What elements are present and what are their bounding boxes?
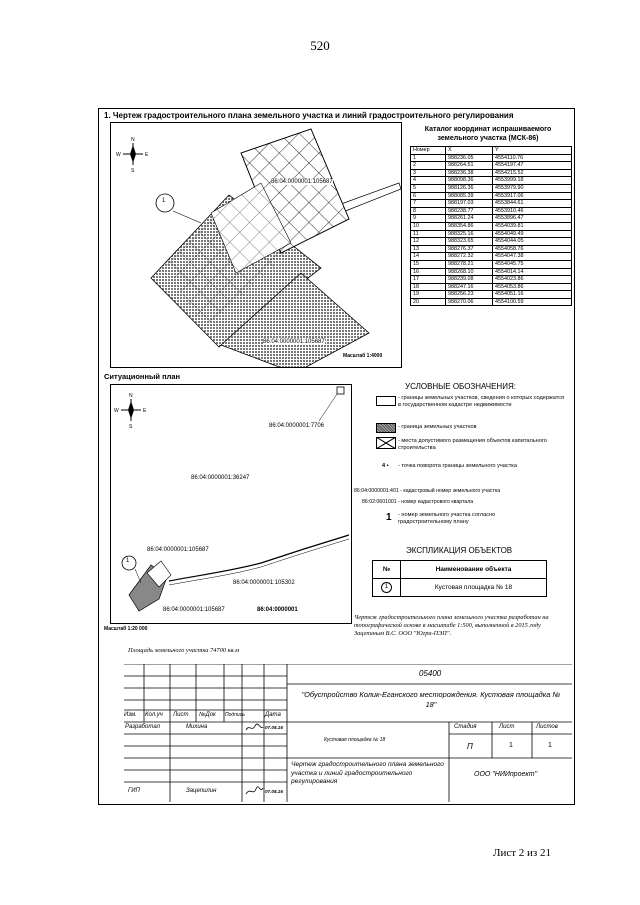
coordinates-row xyxy=(411,192,572,200)
coordinates-row xyxy=(411,291,572,299)
coordinates-row xyxy=(411,245,572,253)
coordinates-cell: 4553910.46 xyxy=(493,207,572,215)
coordinates-cell: 4554014.14 xyxy=(493,268,572,276)
svg-text:E: E xyxy=(145,152,149,158)
coordinates-table xyxy=(410,146,572,306)
explication-row-num xyxy=(373,579,401,597)
coordinates-cell: 16 xyxy=(411,268,446,276)
plot-marker: 1 xyxy=(162,198,166,204)
stamp-gip-label: ГИП xyxy=(128,788,140,794)
catalog-title: Каталог координат испрашиваемого земельного участка (МСК-86) xyxy=(424,126,552,142)
coordinates-cell: 4553917.06 xyxy=(493,192,572,200)
legend-item-1: - границы земельных участков, сведения о которых содержатся в государственном кадастре недвижимости xyxy=(398,395,565,408)
label-7706: 86:04:0000001:7706 xyxy=(269,423,325,429)
coordinates-row xyxy=(411,253,572,261)
svg-text:E: E xyxy=(143,408,147,414)
explication-num-circle: 1 xyxy=(381,582,392,593)
stamp-col-izm: Изм. xyxy=(124,712,137,718)
stamp-col-list: Лист xyxy=(173,712,189,718)
situation-plan xyxy=(110,384,352,624)
coordinates-cell: 13 xyxy=(411,245,446,253)
coordinates-cell: 10 xyxy=(411,222,446,230)
label-36247: 86:04:0000001:36247 xyxy=(191,475,250,481)
legend-item-3: - места допустимого размещения объектов капитального строительства xyxy=(398,438,547,451)
coordinates-row xyxy=(411,283,572,291)
coordinates-cell: 988085.39 xyxy=(446,192,493,200)
legend-swatch-plot xyxy=(376,423,396,433)
coordinates-cell: 988354.86 xyxy=(446,222,493,230)
legend-symbol-number: 1 xyxy=(386,512,392,523)
coordinates-cell: 988098.36 xyxy=(446,177,493,185)
svg-text:N: N xyxy=(129,393,133,399)
svg-text:N: N xyxy=(131,137,135,143)
coordinates-cell: 11 xyxy=(411,230,446,238)
coordinates-cell: 988261.24 xyxy=(446,215,493,223)
coordinates-cell: 4554049.49 xyxy=(493,230,572,238)
label-105302: 86:04:0000001:105302 xyxy=(233,580,295,586)
plot-area: Площадь земельного участка 74700 кв.м xyxy=(128,647,240,654)
coordinates-cell: 988272.32 xyxy=(446,253,493,261)
coordinates-row xyxy=(411,222,572,230)
north-arrow-icon xyxy=(114,393,147,430)
coordinates-header-cell: Y xyxy=(493,147,572,155)
cadastral-label-bottom: 86:04:0000001:105687 xyxy=(263,339,325,345)
coordinates-row xyxy=(411,298,572,306)
stamp-gip-date: 07.08.16 xyxy=(265,789,283,794)
situation-marker: 1 xyxy=(126,558,130,564)
coordinates-cell: 4554100.59 xyxy=(493,298,572,306)
coordinates-cell: 988323.65 xyxy=(446,238,493,246)
coordinates-cell: 4554039.81 xyxy=(493,222,572,230)
title-block xyxy=(124,664,572,802)
coordinates-row xyxy=(411,169,572,177)
coordinates-row xyxy=(411,162,572,170)
coordinates-cell: 4554110.76 xyxy=(493,154,572,162)
stamp-sheet-label: Лист xyxy=(499,724,515,730)
marker-leader xyxy=(173,211,201,223)
coordinates-cell: 4554053.86 xyxy=(493,283,572,291)
coordinates-cell: 988270.06 xyxy=(446,298,493,306)
coordinates-cell: 988239.08 xyxy=(446,276,493,284)
coordinates-cell: 988325.16 xyxy=(446,230,493,238)
legend-symbol-point: 4 • xyxy=(382,463,389,469)
situation-scale: Масштаб 1:20 000 xyxy=(104,626,148,632)
coordinates-cell: 4554197.47 xyxy=(493,162,572,170)
coordinates-cell: 988236.38 xyxy=(446,169,493,177)
svg-text:S: S xyxy=(131,168,135,174)
legend-item-4: - точка поворота границы земельного участка xyxy=(398,463,517,469)
coordinates-cell: 988276.37 xyxy=(446,245,493,253)
stamp-project: "Обустройство Колик-Еганского месторождения. Кустовая площадка № 18" xyxy=(301,690,561,709)
coordinates-cell: 4553999.18 xyxy=(493,177,572,185)
coordinates-cell: 4554047.38 xyxy=(493,253,572,261)
coordinates-cell: 4 xyxy=(411,177,446,185)
drawing-note: Чертеж градостроительного плана земельного участка разработан на топографической основе в масштабе 1:500, выполненной в 2015 году Зацепиным В.С. ООО "Югра-ПЭП". xyxy=(354,614,549,637)
coordinates-cell: 19 xyxy=(411,291,446,299)
stamp-object: Кустовая площадка № 18 xyxy=(324,737,386,743)
stamp-developed-name: Михина xyxy=(186,724,208,730)
situation-drawing xyxy=(111,385,351,623)
coordinates-cell: 9 xyxy=(411,215,446,223)
coordinates-cell: 988256.23 xyxy=(446,291,493,299)
small-parcel xyxy=(337,387,344,394)
legend-item-5: 86:04:0000001:401 - кадастровый номер земельного участка xyxy=(354,488,501,494)
stamp-col-kol: Кол.уч xyxy=(145,712,163,718)
coordinates-row xyxy=(411,154,572,162)
coordinates-cell: 18 xyxy=(411,283,446,291)
stamp-col-sign: Подпись xyxy=(225,712,245,718)
stamp-gip-name: Зацепилин xyxy=(186,788,217,794)
stamp-sheet: 1 xyxy=(509,742,513,749)
coordinates-cell: 14 xyxy=(411,253,446,261)
coordinates-cell: 1 xyxy=(411,154,446,162)
explication-row-name: Кустовая площадка № 18 xyxy=(401,579,547,597)
coordinates-cell: 20 xyxy=(411,298,446,306)
explication-col-name: Наименование объекта xyxy=(401,561,547,579)
coordinates-cell: 4554044.05 xyxy=(493,238,572,246)
coordinates-cell: 4553979.90 xyxy=(493,184,572,192)
coordinates-header-row xyxy=(411,147,572,155)
coordinates-cell: 988236.05 xyxy=(446,154,493,162)
coordinates-row xyxy=(411,238,572,246)
page-number: 520 xyxy=(310,38,330,53)
coordinates-header-cell: Номер xyxy=(411,147,446,155)
coordinates-header-cell: X xyxy=(446,147,493,155)
road-line xyxy=(169,535,349,581)
coordinates-cell: 988197.03 xyxy=(446,200,493,208)
explication-title: ЭКСПЛИКАЦИЯ ОБЪЕКТОВ xyxy=(406,546,513,555)
leader-7706 xyxy=(319,394,337,421)
coordinates-row xyxy=(411,276,572,284)
coordinates-cell: 8 xyxy=(411,207,446,215)
stamp-org: ООО "НИИпроект" xyxy=(474,771,538,778)
coordinates-cell: 988264.51 xyxy=(446,162,493,170)
explication-table xyxy=(372,560,547,597)
coordinates-cell: 7 xyxy=(411,200,446,208)
coordinates-cell: 4553844.61 xyxy=(493,200,572,208)
signature-icon xyxy=(244,784,264,798)
stamp-col-date: Дата xyxy=(265,712,281,718)
coordinates-cell: 17 xyxy=(411,276,446,284)
coordinates-row xyxy=(411,215,572,223)
coordinates-cell: 2 xyxy=(411,162,446,170)
stamp-stage-label: Стадия xyxy=(454,724,477,730)
coordinates-row xyxy=(411,207,572,215)
coordinates-cell: 4554051.16 xyxy=(493,291,572,299)
land-plot-plan xyxy=(110,122,402,368)
explication-col-num: № xyxy=(373,561,401,579)
label-105687-bottom: 86:04:0000001:105687 xyxy=(163,607,225,613)
legend-item-2: - граница земельных участков xyxy=(398,424,477,430)
stamp-code: 05400 xyxy=(419,669,442,678)
legend-item-6: 86:02:0601001 - номер кадастрового квартала xyxy=(362,499,474,505)
coordinates-cell: 6 xyxy=(411,192,446,200)
coordinates-row xyxy=(411,184,572,192)
stamp-developed-date: 07.08.16 xyxy=(265,725,283,730)
stamp-drawing-title: Чертеж градостроительного плана земельного участка и линий градостроительного регулирования xyxy=(291,761,444,786)
svg-text:W: W xyxy=(114,408,119,414)
coordinates-cell: 4554215.52 xyxy=(493,169,572,177)
label-105687-top: 86:04:0000001:105687 xyxy=(147,547,209,553)
marker-leader xyxy=(135,569,141,583)
coordinates-cell: 988247.16 xyxy=(446,283,493,291)
sheet-footer: Лист 2 из 21 xyxy=(493,847,552,859)
stamp-sheets: 1 xyxy=(548,742,552,749)
stamp-developed-label: Разработал xyxy=(125,724,160,730)
coordinates-cell: 4554045.75 xyxy=(493,260,572,268)
legend-item-7: - номер земельного участка согласно градостроительному плану xyxy=(398,512,496,525)
legend-swatch-boundary xyxy=(376,396,396,406)
coordinates-cell: 4554058.76 xyxy=(493,245,572,253)
coordinates-cell: 3 xyxy=(411,169,446,177)
coordinates-cell: 4554023.86 xyxy=(493,276,572,284)
coordinates-row xyxy=(411,268,572,276)
stamp-sheets-label: Листов xyxy=(536,724,558,730)
signature-icon xyxy=(244,722,264,734)
legend-swatch-hatch xyxy=(376,437,396,449)
cadastral-label-top: 86:04:0000001:105687 xyxy=(271,179,333,185)
coordinates-cell: 988278.21 xyxy=(446,260,493,268)
coordinates-row xyxy=(411,200,572,208)
coordinates-cell: 5 xyxy=(411,184,446,192)
north-arrow-icon xyxy=(116,137,149,174)
coordinates-cell: 4553896.47 xyxy=(493,215,572,223)
label-0000001: 86:04:0000001 xyxy=(257,607,298,613)
coordinates-cell: 988126.36 xyxy=(446,184,493,192)
coordinates-cell: 15 xyxy=(411,260,446,268)
coordinates-cell: 988268.10 xyxy=(446,268,493,276)
section-title: 1. Чертеж градостроительного плана земельного участка и линий градостроительного регулирования xyxy=(104,111,514,120)
plan-drawing xyxy=(111,123,401,367)
coordinates-cell: 988238.77 xyxy=(446,207,493,215)
coordinates-cell: 12 xyxy=(411,238,446,246)
coordinates-row xyxy=(411,230,572,238)
situation-plan-title: Ситуационный план xyxy=(104,372,181,381)
plan-scale: Масштаб 1:4000 xyxy=(343,353,383,359)
road-line-2 xyxy=(169,539,349,585)
svg-text:S: S xyxy=(129,424,133,430)
svg-text:W: W xyxy=(116,152,121,158)
stamp-stage: П xyxy=(467,742,473,751)
coordinates-row xyxy=(411,260,572,268)
coordinates-row xyxy=(411,177,572,185)
stamp-col-doc: №Док xyxy=(199,712,216,718)
legend-title: УСЛОВНЫЕ ОБОЗНАЧЕНИЯ: xyxy=(405,382,516,391)
